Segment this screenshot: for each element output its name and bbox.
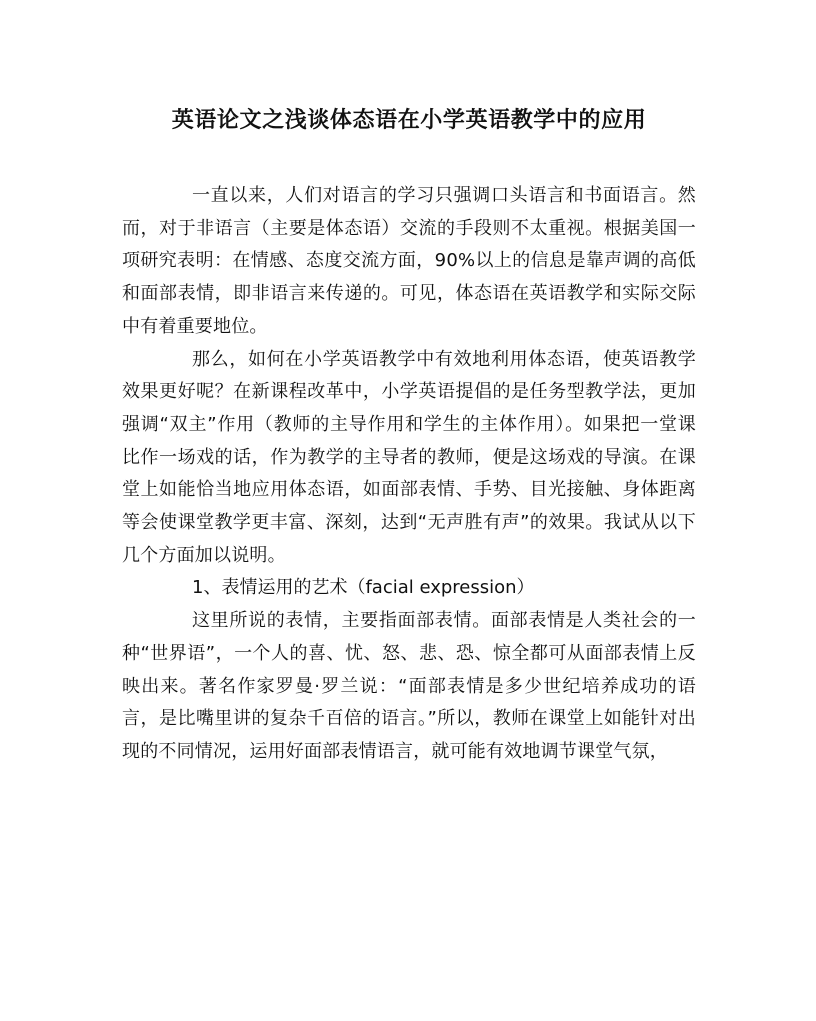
paragraph-body-language-use: 那么，如何在小学英语教学中有效地利用体态语，使英语教学效果更好呢？在新课程改革中，小学英语提倡的是任务型教学法，更加强调“双主”作用（教师的主导作用和学生的主体作用）。如果把一堂课比作一场戏的话，作为教学的主导者的教师，便是这场戏的导演。在课堂上如能恰当地应用体态语，如面部表情、手势、目光接触、身体距离等会使课堂教学更丰富、深刻，达到“无声胜有声”的效果。我试从以下几个方面加以说明。 — [122, 348, 696, 566]
paragraph-intro: 一直以来，人们对语言的学习只强调口头语言和书面语言。然而，对于非语言（主要是体态语）交流的手段则不太重视。根据美国一项研究表明：在情感、态度交流方面，90%以上的信息是靠声调的高低和面部表情，即非语言来传递的。可见，体态语在英语教学和实际交际中有着重要地位。 — [122, 185, 696, 337]
paragraph-facial-expression: 这里所说的表情，主要指面部表情。面部表情是人类社会的一种“世界语”，一个人的喜、忧、怒、悲、恐、惊全都可从面部表情上反映出来。著名作家罗曼·罗兰说：“面部表情是多少世纪培养成功的语言，是比嘴里讲的复杂千百倍的语言。”所以，教师在课堂上如能针对出现的不同情况，运用好面部表情语言，就可能有效地调节课堂气氛， — [122, 610, 696, 762]
section-heading-facial-expression: 1、表情运用的艺术（facial expression） — [192, 577, 535, 599]
document-body — [122, 180, 696, 769]
document-title: 英语论文之浅谈体态语在小学英语教学中的应用 — [171, 107, 647, 133]
